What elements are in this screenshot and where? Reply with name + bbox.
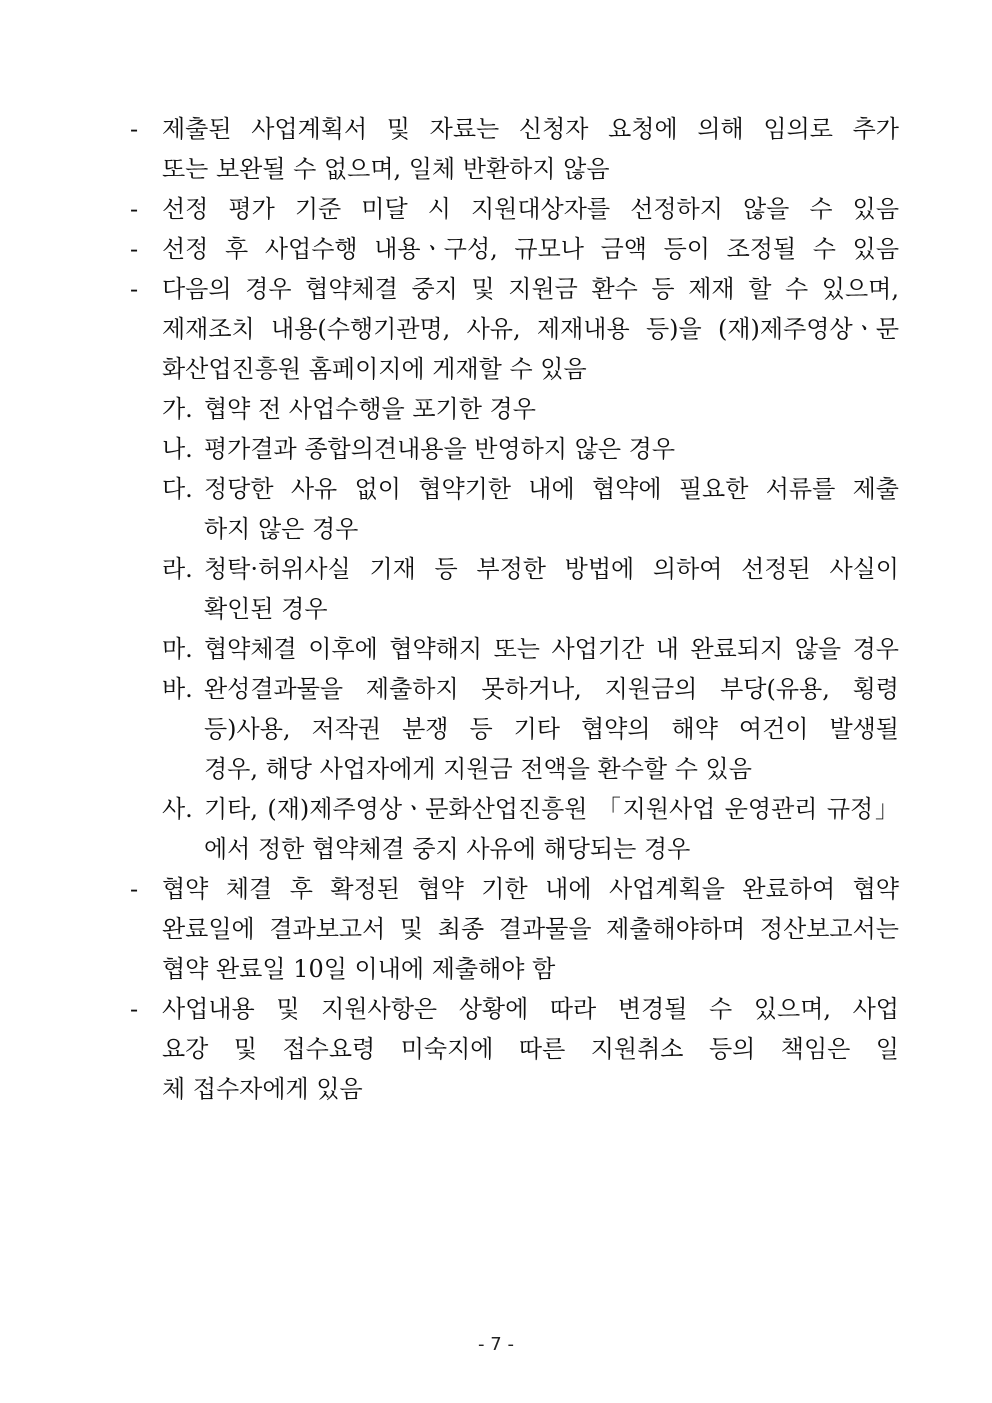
- notice-list: [130, 109, 900, 1109]
- text-line: [130, 349, 900, 389]
- text-line: [130, 709, 900, 749]
- line-text: 협약 체결 후 확정된 협약 기한 내에 사업계획을 완료하여 협약: [162, 875, 899, 903]
- text-line: [130, 949, 900, 989]
- line-text: 또는 보완될 수 없으며, 일체 반환하지 않음: [162, 155, 610, 183]
- text-line: [130, 189, 900, 229]
- text-line: [130, 149, 900, 189]
- line-text: 청탁·허위사실 기재 등 부정한 방법에 의하여 선정된 사실이: [204, 555, 899, 583]
- text-line: [130, 509, 900, 549]
- line-text: 선정 후 사업수행 내용ㆍ구성, 규모나 금액 등이 조정될 수 있음: [162, 235, 899, 263]
- line-text: 등)사용, 저작권 분쟁 등 기타 협약의 해약 여건이 발생될: [204, 715, 899, 743]
- list-marker: 다.: [162, 475, 193, 503]
- text-line: [130, 629, 900, 669]
- line-text: 완료일에 결과보고서 및 최종 결과물을 제출해야하며 정산보고서는: [162, 915, 899, 943]
- line-text: 기타, (재)제주영상ㆍ문화산업진흥원 「지원사업 운영관리 규정」: [204, 795, 899, 823]
- text-line: [130, 749, 900, 789]
- list-marker: 나.: [162, 435, 193, 463]
- text-line: [130, 429, 900, 469]
- line-text: 협약체결 이후에 협약해지 또는 사업기간 내 완료되지 않을 경우: [204, 635, 899, 663]
- line-text: 에서 정한 협약체결 중지 사유에 해당되는 경우: [204, 835, 691, 863]
- list-marker: 마.: [162, 635, 193, 663]
- list-marker: 사.: [162, 795, 193, 823]
- line-text: 하지 않은 경우: [204, 515, 359, 543]
- line-text: 제출된 사업계획서 및 자료는 신청자 요청에 의해 임의로 추가: [162, 115, 899, 143]
- bullet-dash: -: [130, 875, 139, 903]
- text-line: [130, 389, 900, 429]
- text-line: [130, 109, 900, 149]
- text-line: [130, 1069, 900, 1109]
- bullet-dash: -: [130, 195, 139, 223]
- line-text: 제재조치 내용(수행기관명, 사유, 제재내용 등)을 (재)제주영상ㆍ문: [162, 315, 899, 343]
- line-text: 사업내용 및 지원사항은 상황에 따라 변경될 수 있으며, 사업: [162, 995, 899, 1023]
- list-marker: 가.: [162, 395, 193, 423]
- line-text: 협약 완료일 10일 이내에 제출해야 함: [162, 955, 556, 983]
- line-text: 평가결과 종합의견내용을 반영하지 않은 경우: [204, 435, 676, 463]
- line-text: 확인된 경우: [204, 595, 328, 623]
- text-line: [130, 1029, 900, 1069]
- text-line: [130, 469, 900, 509]
- page-number: - 7 -: [478, 1334, 514, 1355]
- line-text: 선정 평가 기준 미달 시 지원대상자를 선정하지 않을 수 있음: [162, 195, 899, 223]
- text-line: [130, 869, 900, 909]
- text-line: [130, 269, 900, 309]
- list-marker: 바.: [162, 675, 193, 703]
- line-text: 화산업진흥원 홈페이지에 게재할 수 있음: [162, 355, 587, 383]
- bullet-dash: -: [130, 275, 139, 303]
- text-line: [130, 909, 900, 949]
- text-line: [130, 669, 900, 709]
- text-line: [130, 229, 900, 269]
- line-text: 완성결과물을 제출하지 못하거나, 지원금의 부당(유용, 횡령: [204, 675, 899, 703]
- text-line: [130, 989, 900, 1029]
- text-line: [130, 829, 900, 869]
- line-text: 협약 전 사업수행을 포기한 경우: [204, 395, 536, 423]
- line-text: 요강 및 접수요령 미숙지에 따른 지원취소 등의 책임은 일: [162, 1035, 899, 1063]
- text-line: [130, 589, 900, 629]
- bullet-dash: -: [130, 995, 139, 1023]
- list-marker: 라.: [162, 555, 193, 583]
- text-line: [130, 549, 900, 589]
- line-text: 정당한 사유 없이 협약기한 내에 협약에 필요한 서류를 제출: [204, 475, 899, 503]
- line-text: 다음의 경우 협약체결 중지 및 지원금 환수 등 제재 할 수 있으며,: [162, 275, 899, 303]
- text-line: [130, 789, 900, 829]
- bullet-dash: -: [130, 235, 139, 263]
- bullet-dash: -: [130, 115, 139, 143]
- text-line: [130, 309, 900, 349]
- line-text: 경우, 해당 사업자에게 지원금 전액을 환수할 수 있음: [204, 755, 752, 783]
- line-text: 체 접수자에게 있음: [162, 1075, 363, 1103]
